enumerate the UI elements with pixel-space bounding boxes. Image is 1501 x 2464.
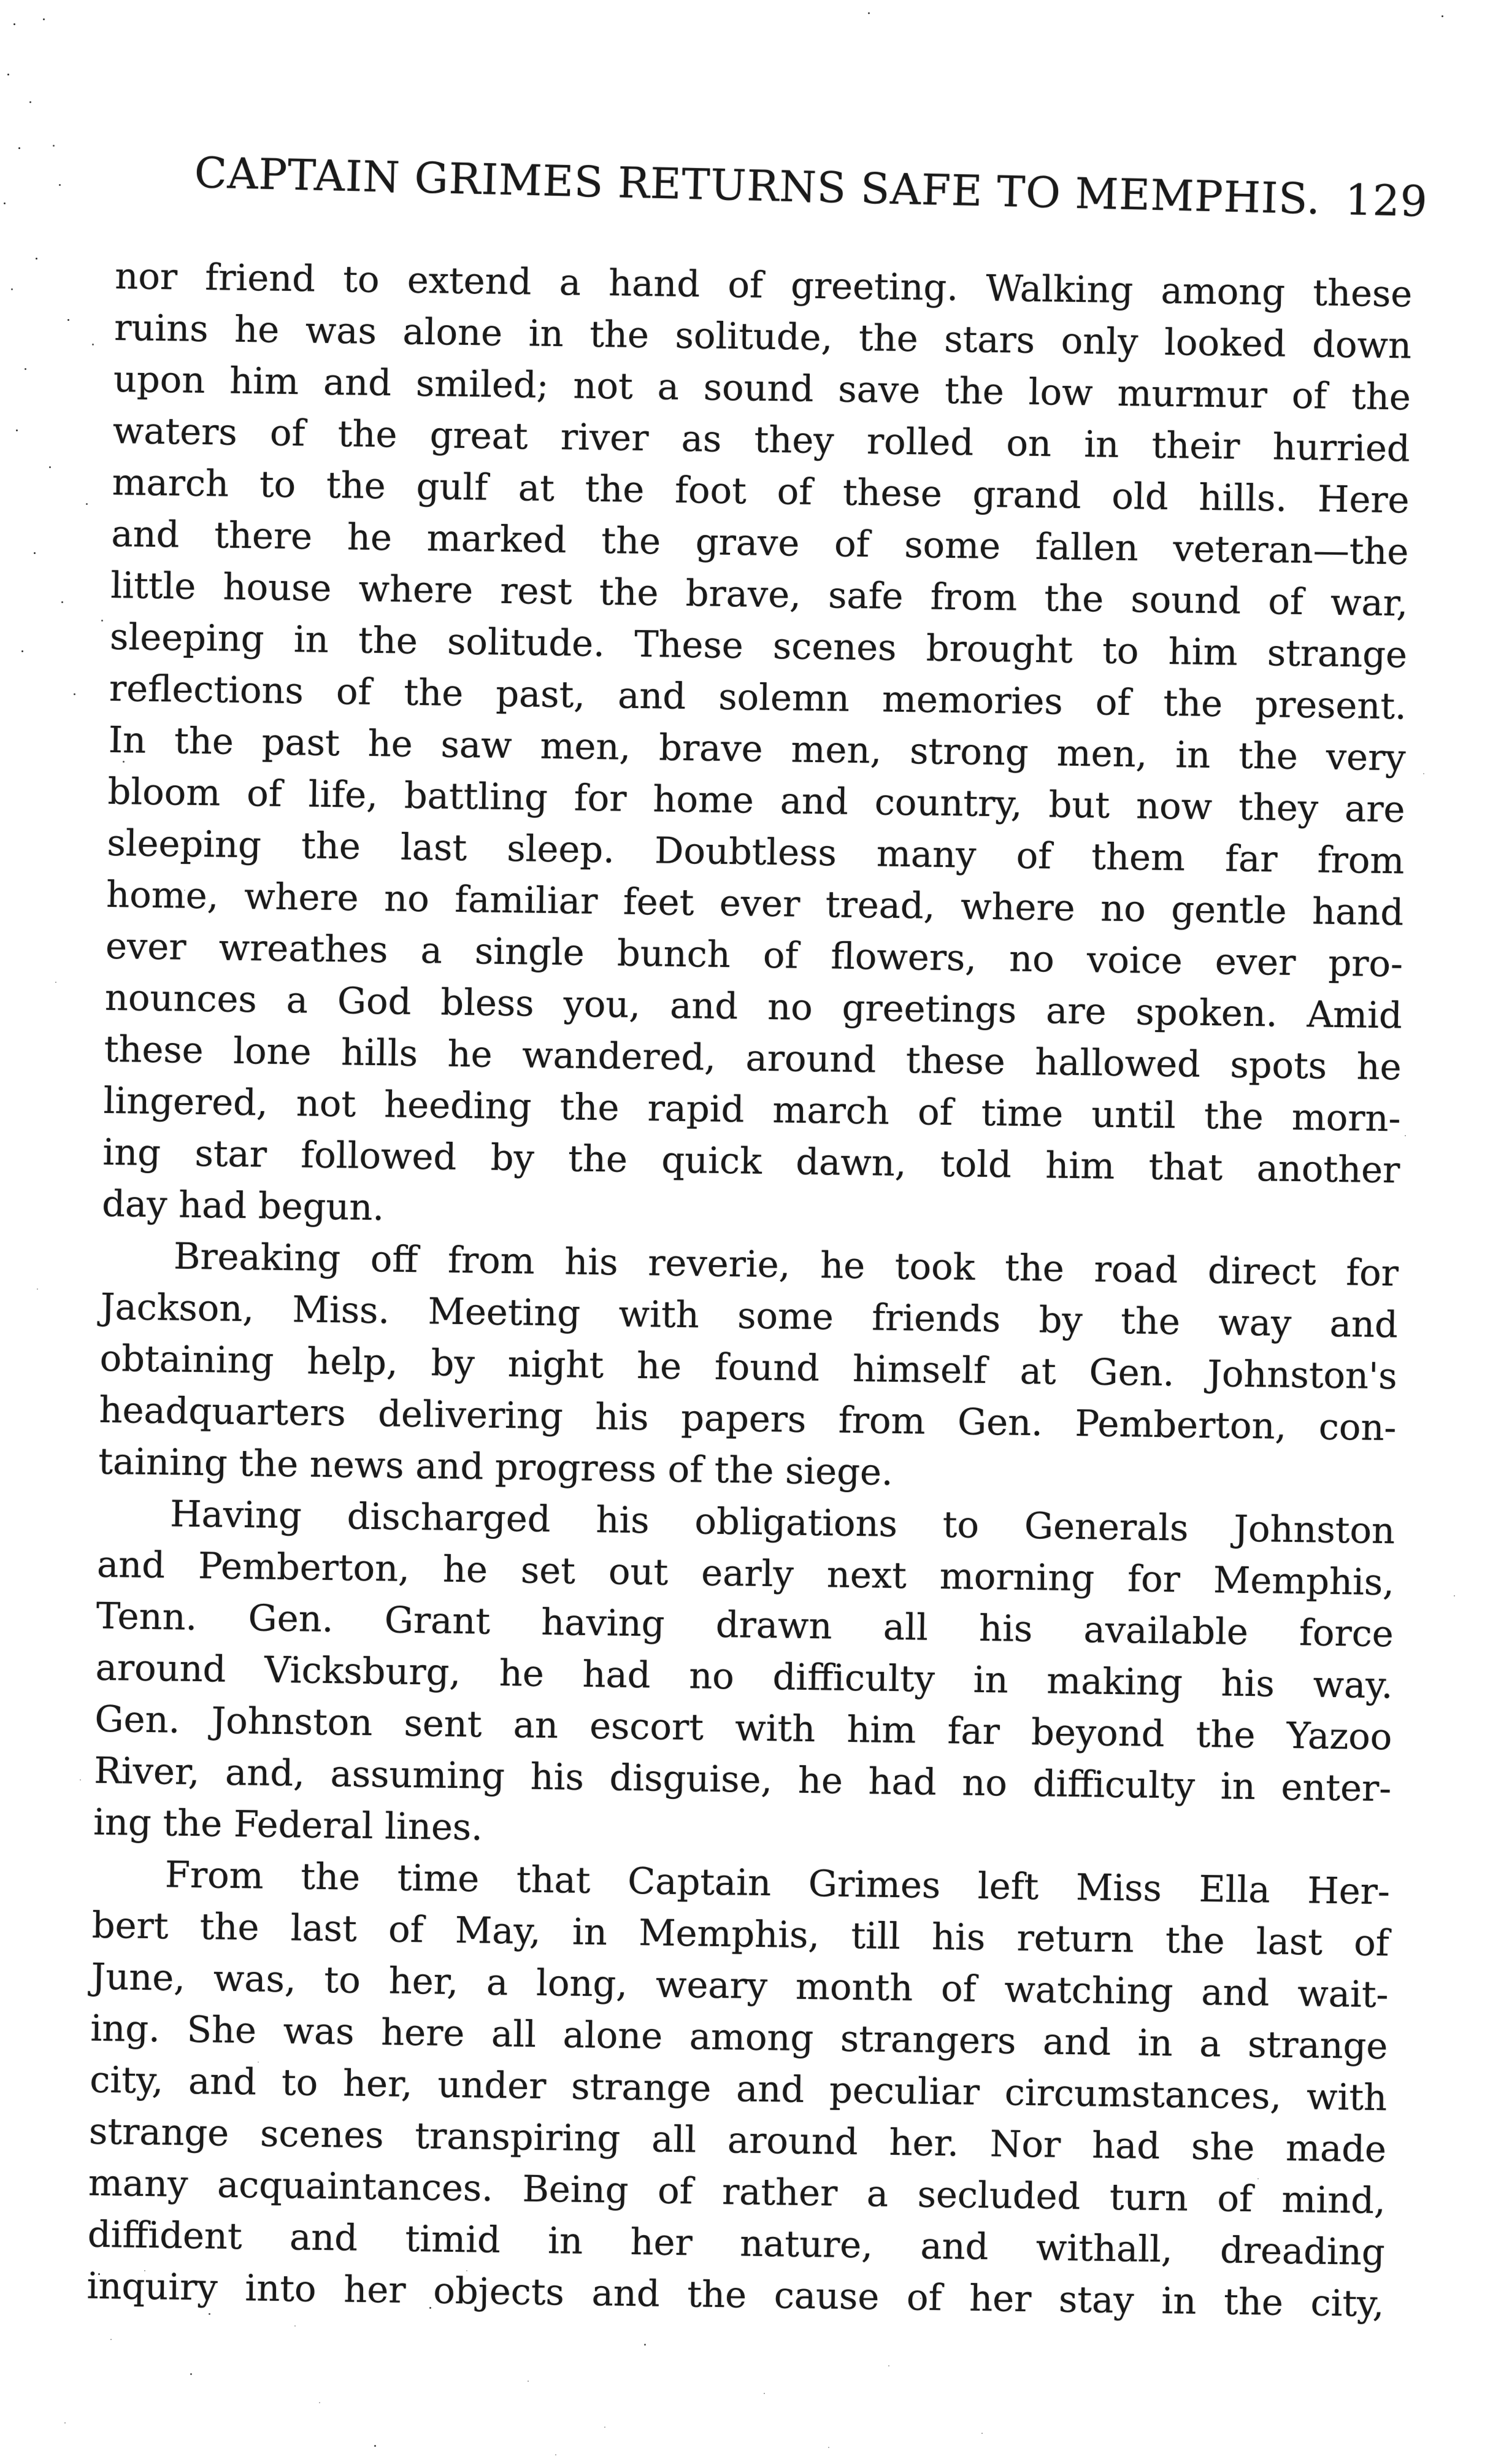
text-line-p1-4: waters of the great river as they rolled on in their hurried xyxy=(112,409,1411,470)
text-line-p1-8: sleeping in the solitude. These scenes brought to him strange xyxy=(109,615,1408,676)
text-line-p1-13: home, where no familiar feet ever tread, where no gentle hand xyxy=(106,872,1404,934)
text-line-p1-1: nor friend to extend a hand of greeting. Walking among these xyxy=(114,254,1413,315)
text-line-p2-5: taining the news and progress of the siege. xyxy=(98,1439,894,1493)
text-line-p4-8: diffident and timid in her nature, and withall, dreading xyxy=(87,2212,1386,2274)
text-line-p1-16: these lone hills he wandered, around these hallowed spots he xyxy=(104,1027,1402,1088)
text-line-p4-6: strange scenes transpiring all around her. Nor had she made xyxy=(88,2109,1387,2171)
text-line-p1-2: ruins he was alone in the solitude, the stars only looked down xyxy=(113,306,1412,367)
text-line-p1-11: bloom of life, battling for home and country, but now they are xyxy=(107,769,1405,831)
text-line-p2-3: obtaining help, by night he found himself at Gen. Johnston's xyxy=(99,1336,1398,1398)
text-line-p1-7: little house where rest the brave, safe from the sound of war, xyxy=(110,563,1408,625)
text-line-p3-5: Gen. Johnston sent an escort with him far beyond the Yazoo xyxy=(94,1697,1392,1758)
text-line-p1-5: march to the gulf at the foot of these grand old hills. Here xyxy=(112,460,1410,522)
text-line-p1-9: reflections of the past, and solemn memories of the present. xyxy=(109,666,1407,728)
text-line-p1-12: sleeping the last sleep. Doubtless many of them far from xyxy=(107,821,1405,882)
page-body xyxy=(86,250,1413,2330)
text-line-p4-7: many acquaintances. Being of rather a secluded turn of mind, xyxy=(88,2161,1386,2222)
text-line-p1-18: ing star followed by the quick dawn, told him that another xyxy=(102,1130,1400,1192)
text-line-p1-10: In the past he saw men, brave men, strong men, in the very xyxy=(108,718,1407,779)
text-line-p2-4: headquarters delivering his papers from Gen. Pemberton, con- xyxy=(99,1388,1397,1449)
text-line-p4-9: inquiry into her objects and the cause of her stay in the city, xyxy=(86,2264,1384,2325)
text-line-p3-3: Tenn. Gen. Grant having drawn all his available force xyxy=(96,1594,1394,1655)
text-line-p4-2: bert the last of May, in Memphis, till his return the last of xyxy=(91,1903,1390,1965)
text-line-p1-17: lingered, not heeding the rapid march of time until the morn- xyxy=(103,1079,1401,1140)
text-line-p1-14: ever wreathes a single bunch of flowers, no voice ever pro- xyxy=(105,924,1403,985)
running-header xyxy=(194,148,1429,227)
text-line-p3-7: ing the Federal lines. xyxy=(93,1800,483,1849)
text-line-p4-1: From the time that Captain Grimes left Miss Ella Her- xyxy=(164,1853,1391,1913)
text-line-p4-3: June, was, to her, a long, weary month of watching and wait- xyxy=(91,1955,1389,2016)
text-line-p1-19: day had begun. xyxy=(101,1182,385,1229)
scan-noise-faint-dots xyxy=(0,0,1,1)
text-line-p4-4: ing. She was here all alone among strangers and in a strange xyxy=(90,2006,1388,2068)
page-number: 129 xyxy=(1344,175,1429,227)
text-line-p4-5: city, and to her, under strange and peculiar circumstances, with xyxy=(89,2058,1388,2119)
text-line-p1-6: and there he marked the grave of some fallen veteran—the xyxy=(111,512,1409,573)
text-line-p1-15: nounces a God bless you, and no greetings are spoken. Amid xyxy=(104,976,1403,1037)
text-line-p3-2: and Pemberton, he set out early next morning for Memphis, xyxy=(96,1542,1395,1604)
text-line-p3-4: around Vicksburg, he had no difficulty in making his way. xyxy=(95,1646,1394,1707)
chapter-title: CAPTAIN GRIMES RETURNS SAFE TO MEMPHIS. xyxy=(194,148,1321,225)
text-line-p2-2: Jackson, Miss. Meeting with some friends by the way and xyxy=(100,1285,1399,1346)
text-line-p2-1: Breaking off from his reverie, he took the road direct for xyxy=(173,1234,1399,1295)
text-line-p3-6: River, and, assuming his disguise, he had no difficulty in enter- xyxy=(93,1749,1392,1810)
text-line-p1-3: upon him and smiled; not a sound save the low murmur of the xyxy=(113,357,1411,418)
text-line-p3-1: Having discharged his obligations to Generals Johnston xyxy=(169,1492,1395,1552)
scan-noise-dots xyxy=(0,0,2,2)
